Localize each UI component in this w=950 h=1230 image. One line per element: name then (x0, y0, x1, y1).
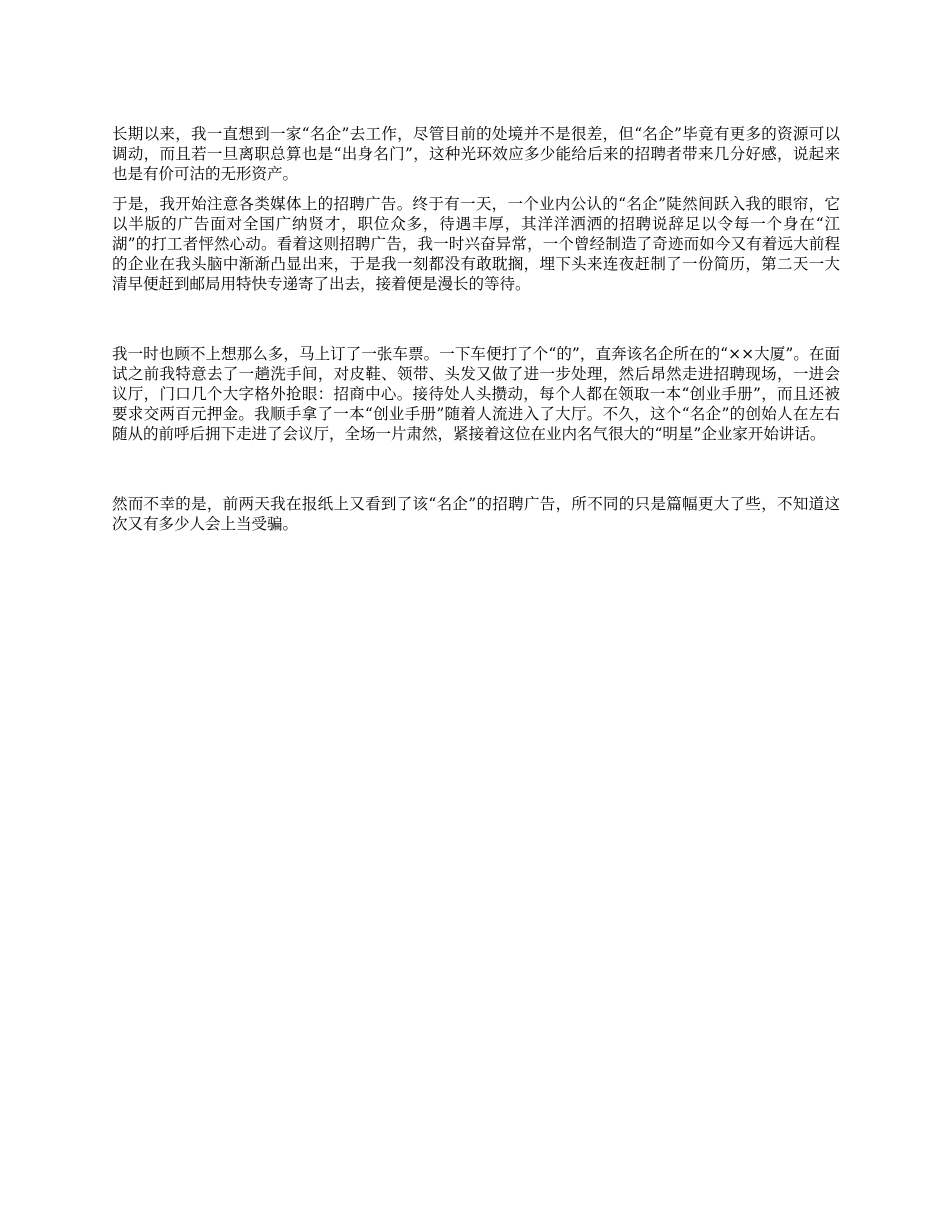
paragraph-4: 然而不幸的是，前两天我在报纸上又看到了该“名企”的招聘广告，所不同的只是篇幅更大了些，不知道这次又有多少人会上当受骗。 (112, 495, 840, 533)
paragraph-3: 我一时也顾不上想那么多，马上订了一张车票。一下车便打了个“的”，直奔该名企所在的“××大厦”。在面试之前我特意去了一趟洗手间，对皮鞋、领带、头发又做了进一步处理，然后昂然走进招聘现场，一进会议厅，门口几个大字格外抢眼：招商中心。接待处人头攒动，每个人都在领取一本“创业手册”，而且还被要求交两百元押金。我顺手拿了一本“创业手册”随着人流进入了大厅。不久，这个“名企”的创始人在左右随从的前呼后拥下走进了会议厅，全场一片肃然，紧接着这位在业内名气很大的“明星”企业家开始讲话。 (112, 345, 840, 443)
paragraph-2: 于是，我开始注意各类媒体上的招聘广告。终于有一天，一个业内公认的“名企”陡然间跃入我的眼帘，它以半版的广告面对全国广纳贤才，职位众多，待遇丰厚，其洋洋洒洒的招聘说辞足以令每一个身在“江湖”的打工者怦然心动。看着这则招聘广告，我一时兴奋异常，一个曾经制造了奇迹而如今又有着远大前程的企业在我头脑中渐渐凸显出来，于是我一刻都没有敢耽搁，埋下头来连夜赶制了一份简历，第二天一大清早便赶到邮局用特快专递寄了出去，接着便是漫长的等待。 (112, 195, 840, 293)
document-body (112, 124, 840, 534)
paragraph-1: 长期以来，我一直想到一家“名企”去工作，尽管目前的处境并不是很差，但“名企”毕竟有更多的资源可以调动，而且若一旦离职总算也是“出身名门”，这种光环效应多少能给后来的招聘者带来几分好感，说起来也是有价可沽的无形资产。 (112, 125, 840, 183)
